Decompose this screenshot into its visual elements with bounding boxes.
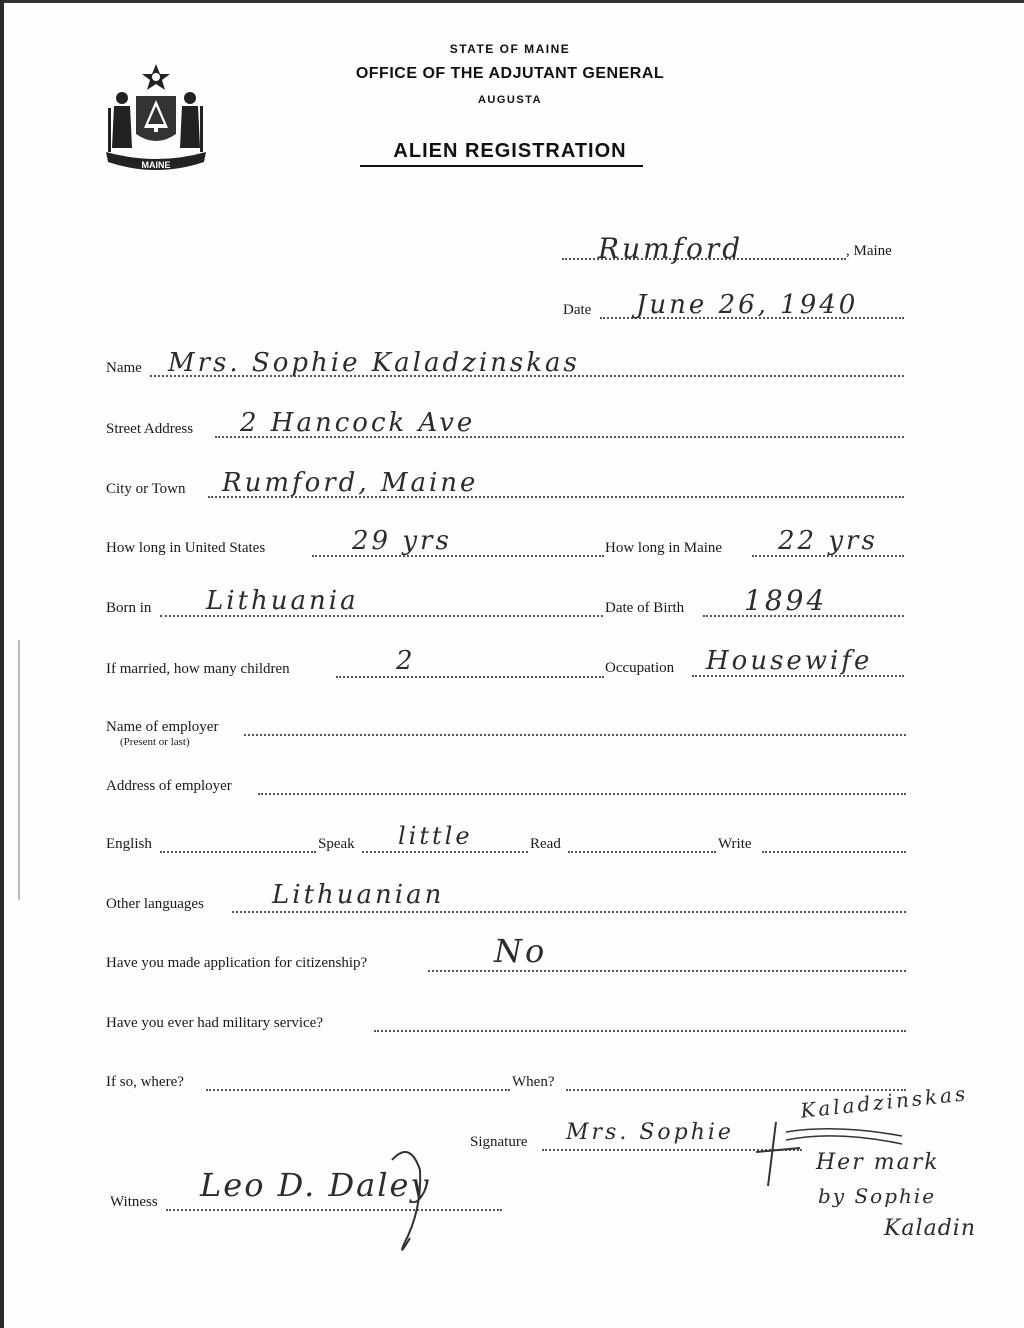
- born-in-entry: Lithuania: [206, 586, 359, 616]
- write-label: Write: [718, 836, 752, 852]
- state-heading: STATE OF MAINE: [449, 42, 571, 56]
- when-line: [566, 1089, 906, 1091]
- seal-banner-text: MAINE: [141, 160, 171, 170]
- employer-label: Name of employer: [106, 719, 219, 735]
- place-entry: Rumford: [598, 232, 744, 265]
- signature-entry: Mrs. Sophie: [566, 1120, 734, 1145]
- signature-note-by: by Sophie: [818, 1184, 937, 1208]
- other-languages-label: Other languages: [106, 896, 204, 912]
- citizenship-label: Have you made application for citizenship?: [106, 955, 368, 971]
- how-long-maine-entry: 22 yrs: [778, 526, 878, 556]
- signature-label: Signature: [470, 1134, 528, 1150]
- occupation-label: Occupation: [605, 660, 675, 676]
- military-label: Have you ever had military service?: [106, 1015, 323, 1031]
- city-heading: AUGUSTA: [477, 94, 543, 106]
- where-label: If so, where?: [106, 1074, 184, 1090]
- children-line: [336, 676, 604, 678]
- speak-label: Speak: [318, 836, 355, 852]
- scan-fold-mark: [18, 640, 20, 900]
- where-line: [206, 1089, 510, 1091]
- when-label: When?: [512, 1074, 555, 1090]
- name-entry: Mrs. Sophie Kaladzinskas: [168, 348, 580, 378]
- signature-note-mark: Her mark: [816, 1150, 940, 1175]
- city-entry: Rumford, Maine: [222, 468, 479, 498]
- speak-entry: little: [398, 822, 473, 850]
- witness-signature: Leo D. Daley: [200, 1166, 431, 1204]
- employer-sublabel: (Present or last): [120, 736, 190, 748]
- write-line: [762, 851, 906, 853]
- scan-top-edge: [0, 0, 1024, 3]
- street-entry: 2 Hancock Ave: [240, 408, 476, 438]
- children-label: If married, how many children: [106, 661, 290, 677]
- witness-label: Witness: [110, 1194, 158, 1210]
- read-label: Read: [530, 836, 561, 852]
- name-label: Name: [106, 360, 142, 376]
- citizenship-line: [428, 970, 906, 972]
- speak-line: [362, 851, 528, 853]
- signature-mark-cross-icon: [756, 1118, 906, 1190]
- date-entry: June 26, 1940: [636, 290, 859, 320]
- signature-note-surname: Kaladzinskas: [799, 1081, 970, 1123]
- maine-suffix: , Maine: [846, 243, 892, 259]
- other-languages-entry: Lithuanian: [272, 880, 445, 910]
- dob-label: Date of Birth: [605, 600, 685, 616]
- citizenship-entry: No: [494, 932, 548, 970]
- street-label: Street Address: [106, 421, 194, 437]
- title-underline: [360, 165, 643, 167]
- employer-address-line: [258, 793, 906, 795]
- scan-left-edge: [0, 0, 4, 1328]
- signature-note-name: Kaladin: [884, 1216, 976, 1241]
- how-long-us-label: How long in United States: [106, 540, 266, 556]
- employer-address-label: Address of employer: [106, 778, 232, 794]
- read-line: [568, 851, 716, 853]
- employer-line: [244, 734, 906, 736]
- maine-state-seal-icon: [100, 62, 212, 180]
- english-line: [160, 851, 316, 853]
- dob-entry: 1894: [744, 584, 828, 617]
- children-entry: 2: [396, 646, 416, 676]
- english-label: English: [106, 836, 152, 852]
- occupation-entry: Housewife: [706, 646, 873, 676]
- form-title: ALIEN REGISTRATION: [393, 140, 627, 162]
- date-label: Date: [563, 302, 592, 318]
- how-long-maine-label: How long in Maine: [605, 540, 723, 556]
- how-long-us-entry: 29 yrs: [352, 526, 452, 556]
- city-label: City or Town: [106, 481, 186, 497]
- military-line: [374, 1030, 906, 1032]
- office-heading: OFFICE OF THE ADJUTANT GENERAL: [355, 65, 665, 82]
- other-languages-line: [232, 911, 906, 913]
- born-in-label: Born in: [106, 600, 152, 616]
- witness-flourish-icon: [380, 1140, 510, 1260]
